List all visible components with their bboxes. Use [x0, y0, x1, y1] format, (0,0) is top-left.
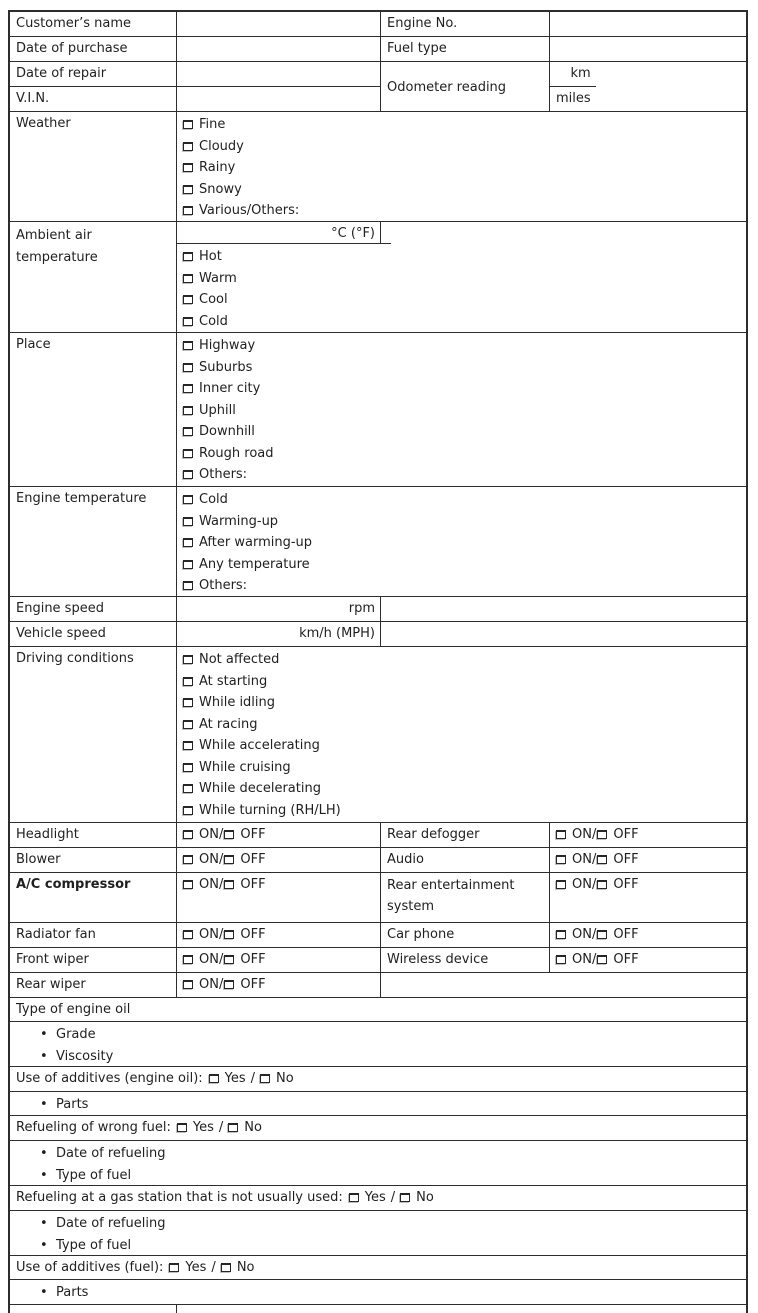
blower-label: Blower — [10, 848, 177, 872]
fuel-type-label: Fuel type — [381, 37, 550, 61]
checkbox-icon[interactable] — [183, 363, 193, 372]
engine-speed-unit: rpm — [348, 601, 375, 616]
engine-speed-extra-field[interactable] — [381, 597, 746, 621]
option-label: Others: — [199, 467, 248, 482]
place-label: Place — [10, 333, 177, 486]
cutoff-partial-row — [10, 1305, 746, 1313]
additives-fuel-bullets — [10, 1280, 746, 1304]
place-options-cell — [177, 333, 746, 486]
bullet-item — [10, 1235, 746, 1257]
yes-checkbox-icon[interactable] — [209, 1074, 219, 1083]
on-checkbox-icon[interactable] — [556, 930, 566, 939]
off-label: OFF — [240, 877, 266, 892]
ambient-unit-field[interactable] — [177, 222, 381, 243]
bullet-item — [10, 1024, 746, 1046]
rear-entertainment-label: Rear entertainment system — [381, 873, 550, 922]
rear-defogger-label: Rear defogger — [381, 823, 550, 847]
ac-compressor-onoff-cell — [177, 873, 381, 922]
checkbox-option — [183, 511, 746, 533]
bullet-icon: • — [40, 1237, 48, 1253]
checkbox-icon[interactable] — [183, 495, 193, 504]
on-checkbox-icon[interactable] — [556, 880, 566, 889]
checkbox-icon[interactable] — [183, 142, 193, 151]
fuel-type-field[interactable] — [550, 37, 746, 61]
option-label: While cruising — [199, 759, 291, 775]
driving-conditions-label: Driving conditions — [10, 647, 177, 822]
bullet-icon: • — [40, 1097, 48, 1112]
option-label: While idling — [199, 695, 276, 710]
headlight-defogger-row — [10, 823, 746, 848]
gas-station-label: Refueling at a gas station that is not usually used: — [16, 1190, 343, 1205]
date-of-repair-label: Date of repair — [10, 62, 177, 86]
on-label: ON — [572, 827, 592, 842]
option-label: Cold — [199, 313, 228, 329]
checkbox-icon[interactable] — [183, 784, 193, 793]
vehicle-speed-field[interactable] — [177, 622, 381, 646]
off-label: OFF — [240, 952, 266, 967]
bullet-label: Grade — [56, 1027, 96, 1042]
bullet-icon: • — [40, 1167, 48, 1183]
checkbox-icon[interactable] — [183, 449, 193, 458]
off-label: OFF — [613, 927, 639, 942]
option-label: Not affected — [199, 652, 280, 667]
off-checkbox-icon[interactable] — [224, 880, 234, 889]
engine-oil-title-row — [10, 998, 746, 1022]
on-checkbox-icon[interactable] — [183, 980, 193, 989]
engine-oil-bullets — [10, 1022, 746, 1066]
option-label: Fine — [199, 117, 226, 132]
vehicle-speed-unit: km/h (MPH) — [299, 626, 375, 641]
slash: / — [591, 877, 597, 892]
checkbox-icon[interactable] — [183, 317, 193, 326]
on-checkbox-icon[interactable] — [183, 855, 193, 864]
off-checkbox-icon[interactable] — [224, 980, 234, 989]
gas-station-bullets-row — [10, 1211, 746, 1256]
weather-options-cell — [177, 112, 746, 221]
yes-label: Yes — [364, 1190, 386, 1205]
ambient-unit-extra-field[interactable] — [381, 222, 391, 243]
driving-conditions-row — [10, 647, 746, 823]
off-checkbox-icon[interactable] — [224, 930, 234, 939]
no-checkbox-icon[interactable] — [260, 1074, 270, 1083]
wireless-device-onoff-cell — [550, 948, 746, 972]
date-of-purchase-field[interactable] — [177, 37, 381, 61]
off-checkbox-icon[interactable] — [224, 830, 234, 839]
off-checkbox-icon[interactable] — [597, 955, 607, 964]
rear-wiper-extra-cell — [381, 973, 746, 997]
option-label: Various/Others: — [199, 203, 300, 218]
bullet-label: Viscosity — [56, 1048, 114, 1064]
no-label: No — [416, 1190, 434, 1205]
ambient-unit-label: °C (°F) — [331, 226, 375, 241]
headlight-label: Headlight — [10, 823, 177, 847]
additives-oil-row — [10, 1067, 746, 1092]
ac-compressor-label: A/C compressor — [10, 873, 177, 922]
customer-name-label: Customer’s name — [10, 12, 177, 36]
vin-label: V.I.N. — [10, 87, 177, 111]
vehicle-speed-extra-field[interactable] — [381, 622, 746, 646]
yes-label: Yes — [185, 1260, 207, 1275]
purchase-fuel-row — [10, 37, 746, 62]
bullet-label: Type of fuel — [56, 1237, 132, 1253]
bullet-label: Parts — [56, 1097, 89, 1112]
bullet-label: Date of refueling — [56, 1146, 166, 1161]
checkbox-option — [183, 289, 391, 311]
vin-field[interactable] — [177, 87, 381, 111]
checkbox-option — [183, 268, 391, 290]
additives-fuel-row — [10, 1256, 746, 1280]
on-checkbox-icon[interactable] — [183, 955, 193, 964]
bullet-item — [10, 1282, 746, 1304]
checkbox-option — [183, 554, 746, 576]
slash: / — [591, 852, 597, 867]
checkbox-option — [183, 179, 746, 201]
checkbox-option — [183, 136, 746, 158]
checkbox-icon[interactable] — [183, 252, 193, 261]
option-label: Hot — [199, 249, 222, 264]
additives-oil-bullets — [10, 1092, 746, 1115]
checkbox-icon[interactable] — [183, 720, 193, 729]
checkbox-option — [183, 778, 746, 800]
checkbox-option — [183, 443, 746, 465]
ambient-temperature-row — [10, 222, 746, 333]
checkbox-icon[interactable] — [183, 163, 193, 172]
checkbox-icon[interactable] — [183, 655, 193, 664]
front-wiper-onoff-cell — [177, 948, 381, 972]
ac-entertainment-row — [10, 873, 746, 923]
on-label: ON — [199, 952, 219, 967]
checkbox-option — [183, 757, 746, 779]
checkbox-icon[interactable] — [183, 806, 193, 815]
bullet-item — [10, 1165, 746, 1187]
wrong-fuel-bullets-row — [10, 1141, 746, 1186]
no-checkbox-icon[interactable] — [400, 1193, 410, 1202]
wrong-fuel-label: Refueling of wrong fuel: — [16, 1120, 171, 1135]
additives-oil-cell — [10, 1067, 746, 1091]
slash: / — [218, 827, 224, 842]
checkbox-option — [183, 378, 746, 400]
blower-onoff-cell — [177, 848, 381, 872]
engine-temperature-label: Engine temperature — [10, 487, 177, 596]
option-label: Rainy — [199, 160, 236, 175]
checkbox-option — [183, 357, 746, 379]
radiator-carphone-row — [10, 923, 746, 948]
checkbox-option — [183, 157, 746, 179]
ambient-unit-subrow — [177, 222, 391, 244]
on-checkbox-icon[interactable] — [183, 930, 193, 939]
slash: / — [591, 927, 597, 942]
blower-audio-row — [10, 848, 746, 873]
bullet-icon: • — [40, 1048, 48, 1064]
checkbox-option — [183, 114, 746, 136]
checkbox-icon[interactable] — [183, 470, 193, 479]
engine-speed-row — [10, 597, 746, 622]
checkbox-option — [183, 714, 746, 736]
gas-station-bullets — [10, 1211, 746, 1255]
checkbox-icon[interactable] — [183, 341, 193, 350]
slash: / — [591, 827, 597, 842]
engine-oil-title: Type of engine oil — [16, 1002, 131, 1017]
checkbox-icon[interactable] — [183, 427, 193, 436]
rear-wiper-onoff-cell — [177, 973, 381, 997]
radiator-fan-onoff-cell — [177, 923, 381, 947]
option-label: Inner city — [199, 381, 261, 396]
ambient-temperature-label: Ambient air temperature — [10, 222, 177, 332]
off-label: OFF — [613, 877, 639, 892]
radiator-fan-label: Radiator fan — [10, 923, 177, 947]
bullet-icon: • — [40, 1285, 48, 1300]
on-label: ON — [199, 977, 219, 992]
engine-temperature-options-cell — [177, 487, 746, 596]
slash: / — [218, 927, 224, 942]
checkbox-icon[interactable] — [183, 185, 193, 194]
audio-onoff-cell — [550, 848, 746, 872]
off-label: OFF — [240, 852, 266, 867]
additives-fuel-label: Use of additives (fuel): — [16, 1260, 164, 1275]
weather-row — [10, 112, 746, 222]
on-checkbox-icon[interactable] — [183, 880, 193, 889]
checkbox-option — [183, 200, 746, 222]
checkbox-icon[interactable] — [183, 741, 193, 750]
on-label: ON — [199, 927, 219, 942]
ambient-right-block — [177, 222, 391, 332]
checkbox-option — [183, 400, 746, 422]
headlight-onoff-cell — [177, 823, 381, 847]
checkbox-icon[interactable] — [183, 698, 193, 707]
option-label: Cold — [199, 492, 228, 507]
off-label: OFF — [240, 927, 266, 942]
vehicle-speed-row — [10, 622, 746, 647]
additives-oil-bullets-row — [10, 1092, 746, 1116]
off-label: OFF — [613, 852, 639, 867]
off-checkbox-icon[interactable] — [597, 830, 607, 839]
off-checkbox-icon[interactable] — [597, 855, 607, 864]
checkbox-option — [183, 800, 746, 822]
off-checkbox-icon[interactable] — [597, 880, 607, 889]
checkbox-icon[interactable] — [183, 295, 193, 304]
yes-label: Yes — [224, 1071, 246, 1086]
date-of-repair-field[interactable] — [177, 62, 381, 86]
checkbox-option — [183, 464, 746, 486]
wrong-fuel-bullets — [10, 1141, 746, 1185]
yes-checkbox-icon[interactable] — [177, 1123, 187, 1132]
driving-conditions-options-cell — [177, 647, 746, 822]
yes-checkbox-icon[interactable] — [349, 1193, 359, 1202]
on-checkbox-icon[interactable] — [183, 830, 193, 839]
checkbox-icon[interactable] — [183, 763, 193, 772]
gas-station-row — [10, 1186, 746, 1211]
additives-fuel-bullets-row — [10, 1280, 746, 1305]
slash: / — [218, 952, 224, 967]
audio-label: Audio — [381, 848, 550, 872]
odometer-units-block — [550, 62, 596, 111]
odometer-km-field[interactable] — [550, 62, 596, 87]
option-label: At racing — [199, 716, 258, 732]
checkbox-option — [183, 421, 746, 443]
slash: / — [250, 1071, 256, 1086]
checkbox-option — [183, 489, 746, 511]
slash: / — [591, 952, 597, 967]
repair-vin-odometer-row — [10, 62, 746, 112]
checkbox-icon[interactable] — [183, 120, 193, 129]
rear-wiper-row — [10, 973, 746, 998]
checkbox-icon[interactable] — [183, 274, 193, 283]
on-label: ON — [572, 877, 592, 892]
option-label: While decelerating — [199, 781, 321, 796]
wireless-device-label: Wireless device — [381, 948, 550, 972]
rear-defogger-onoff-cell — [550, 823, 746, 847]
off-checkbox-icon[interactable] — [597, 930, 607, 939]
checkbox-option — [183, 575, 746, 597]
bullet-label: Date of refueling — [56, 1216, 166, 1231]
customer-name-field[interactable] — [177, 12, 381, 36]
checkbox-icon[interactable] — [183, 581, 193, 590]
date-of-repair-subrow — [10, 62, 381, 87]
checkbox-icon[interactable] — [183, 677, 193, 686]
additives-fuel-cell — [10, 1256, 746, 1279]
place-row — [10, 333, 746, 487]
off-label: OFF — [613, 827, 639, 842]
on-label: ON — [572, 852, 592, 867]
on-checkbox-icon[interactable] — [556, 855, 566, 864]
checkbox-option — [183, 649, 746, 671]
gas-station-cell — [10, 1186, 746, 1210]
no-label: No — [276, 1071, 294, 1086]
slash: / — [218, 977, 224, 992]
option-label: Rough road — [199, 445, 274, 461]
on-checkbox-icon[interactable] — [556, 830, 566, 839]
unit-km-label: km — [570, 66, 591, 81]
checkbox-icon[interactable] — [183, 406, 193, 415]
option-label: Warm — [199, 270, 237, 286]
off-checkbox-icon[interactable] — [224, 855, 234, 864]
weather-label: Weather — [10, 112, 177, 221]
option-label: Downhill — [199, 424, 255, 439]
bullet-item — [10, 1213, 746, 1235]
option-label: Cool — [199, 292, 228, 307]
bullet-label: Type of fuel — [56, 1167, 132, 1183]
bullet-item — [10, 1143, 746, 1165]
date-of-purchase-label: Date of purchase — [10, 37, 177, 61]
off-label: OFF — [240, 977, 266, 992]
rear-wiper-label: Rear wiper — [10, 973, 177, 997]
option-label: Snowy — [199, 181, 242, 197]
slash: / — [218, 852, 224, 867]
frontwiper-wireless-row — [10, 948, 746, 973]
wrong-fuel-cell — [10, 1116, 746, 1140]
ambient-options-cell — [177, 244, 391, 332]
slash: / — [218, 877, 224, 892]
engine-no-field[interactable] — [550, 12, 746, 36]
no-label: No — [236, 1260, 255, 1275]
bullet-item — [10, 1094, 746, 1116]
yes-checkbox-icon[interactable] — [169, 1263, 179, 1272]
checkbox-option — [183, 532, 746, 554]
bullet-item — [10, 1046, 746, 1068]
additives-oil-label: Use of additives (engine oil): — [16, 1071, 203, 1086]
checkbox-icon[interactable] — [183, 517, 193, 526]
option-label: While turning (RH/LH) — [199, 802, 341, 818]
bullet-label: Parts — [56, 1285, 89, 1300]
vin-subrow — [10, 87, 381, 111]
vehicle-diagnostic-form — [8, 10, 748, 1313]
on-checkbox-icon[interactable] — [556, 955, 566, 964]
customer-engine-row — [10, 12, 746, 37]
option-label: Any temperature — [199, 556, 310, 572]
cutoff-right-cell — [177, 1305, 746, 1313]
odometer-label: Odometer reading — [381, 62, 550, 111]
slash: / — [211, 1260, 216, 1275]
option-label: Others: — [199, 578, 248, 593]
checkbox-option — [183, 335, 746, 357]
option-label: Cloudy — [199, 138, 244, 154]
slash: / — [218, 1120, 224, 1135]
no-checkbox-icon[interactable] — [221, 1263, 231, 1272]
on-label: ON — [572, 927, 592, 942]
checkbox-icon[interactable] — [183, 206, 193, 215]
yes-label: Yes — [192, 1120, 214, 1135]
engine-temperature-row — [10, 487, 746, 597]
checkbox-icon[interactable] — [183, 538, 193, 547]
slash: / — [390, 1190, 396, 1205]
no-label: No — [244, 1120, 262, 1135]
on-label: ON — [199, 827, 219, 842]
engine-no-label: Engine No. — [381, 12, 550, 36]
car-phone-onoff-cell — [550, 923, 746, 947]
checkbox-option — [183, 692, 746, 714]
bullet-icon: • — [40, 1146, 48, 1161]
vehicle-speed-label: Vehicle speed — [10, 622, 177, 646]
option-label: Uphill — [199, 402, 236, 418]
option-label: At starting — [199, 673, 268, 689]
checkbox-option — [183, 671, 746, 693]
on-label: ON — [572, 952, 592, 967]
engine-oil-bullets-row — [10, 1022, 746, 1067]
on-label: ON — [199, 877, 219, 892]
bullet-icon: • — [40, 1027, 48, 1042]
checkbox-icon[interactable] — [183, 560, 193, 569]
no-checkbox-icon[interactable] — [228, 1123, 238, 1132]
on-label: ON — [199, 852, 219, 867]
repair-vin-block — [10, 62, 381, 111]
option-label: Highway — [199, 338, 256, 353]
odometer-miles-field[interactable] — [550, 87, 596, 111]
checkbox-icon[interactable] — [183, 384, 193, 393]
option-label: After warming-up — [199, 535, 313, 550]
engine-speed-label: Engine speed — [10, 597, 177, 621]
engine-speed-field[interactable] — [177, 597, 381, 621]
off-checkbox-icon[interactable] — [224, 955, 234, 964]
checkbox-option — [183, 311, 391, 333]
off-label: OFF — [613, 952, 639, 967]
car-phone-label: Car phone — [381, 923, 550, 947]
checkbox-option — [183, 735, 746, 757]
cutoff-left-cell — [10, 1305, 177, 1313]
wrong-fuel-row — [10, 1116, 746, 1141]
unit-miles-label: miles — [556, 91, 591, 106]
front-wiper-label: Front wiper — [10, 948, 177, 972]
rear-entertainment-onoff-cell — [550, 873, 746, 922]
off-label: OFF — [240, 827, 266, 842]
bullet-icon: • — [40, 1216, 48, 1231]
option-label: While accelerating — [199, 738, 320, 753]
checkbox-option — [183, 246, 391, 268]
option-label: Warming-up — [199, 513, 279, 529]
option-label: Suburbs — [199, 359, 253, 375]
